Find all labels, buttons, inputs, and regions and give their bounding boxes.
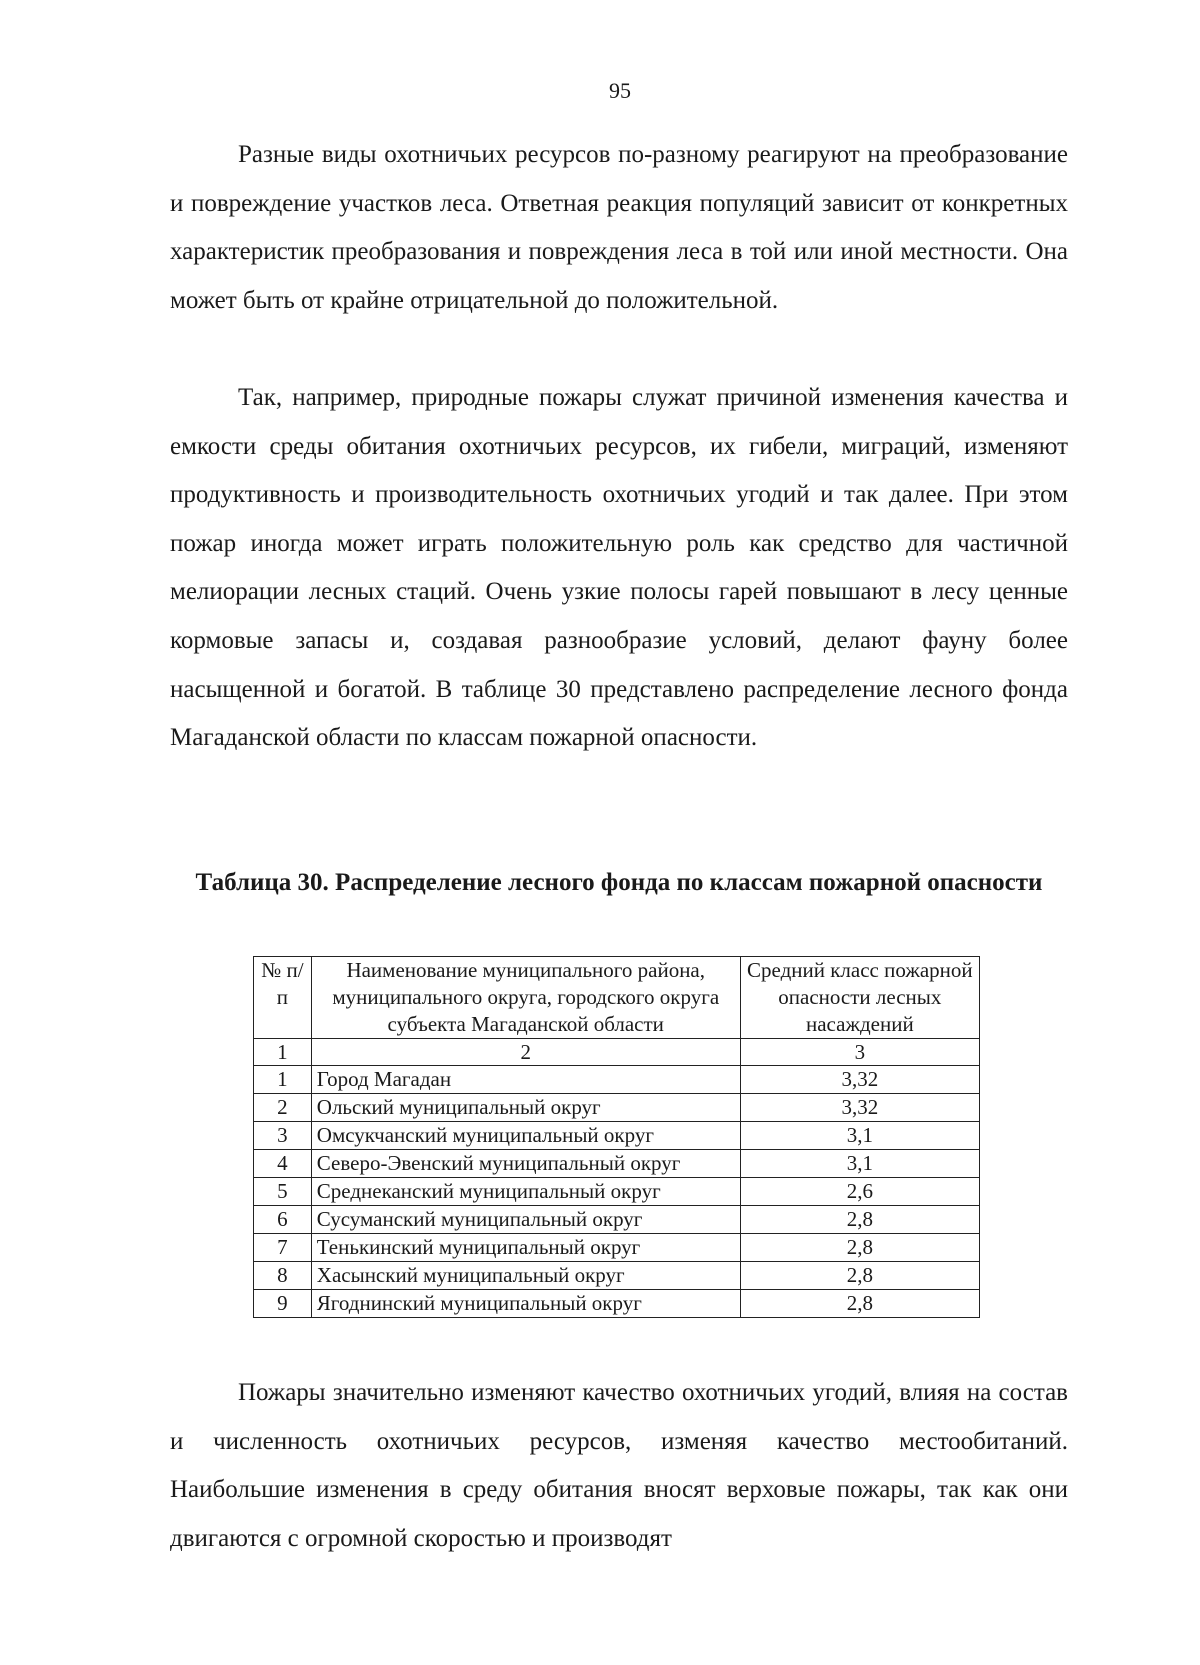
district-name: Ольский муниципальный округ <box>311 1094 740 1122</box>
table-row <box>254 1262 980 1290</box>
paragraph-1 <box>170 131 1068 325</box>
fire-class-value: 2,6 <box>740 1178 979 1206</box>
table-row <box>254 1206 980 1234</box>
row-number: 8 <box>254 1262 312 1290</box>
table-row <box>254 1094 980 1122</box>
fire-class-value: 2,8 <box>740 1262 979 1290</box>
fire-danger-table <box>253 956 980 1318</box>
fire-class-value: 2,8 <box>740 1234 979 1262</box>
row-number: 2 <box>254 1094 312 1122</box>
fire-class-value: 3,32 <box>740 1066 979 1094</box>
table-caption: Таблица 30. Распределение лесного фонда по классам пожарной опасности <box>195 869 1043 896</box>
fire-class-value: 3,1 <box>740 1122 979 1150</box>
district-name: Хасынский муниципальный округ <box>311 1262 740 1290</box>
fire-class-value: 2,8 <box>740 1206 979 1234</box>
table-row <box>254 1290 980 1318</box>
fire-class-value: 3,1 <box>740 1150 979 1178</box>
row-number: 5 <box>254 1178 312 1206</box>
table-row <box>254 1066 980 1094</box>
column-number: 2 <box>311 1039 740 1066</box>
district-name: Город Магадан <box>311 1066 740 1094</box>
table-row <box>254 1178 980 1206</box>
row-number: 4 <box>254 1150 312 1178</box>
paragraph-3 <box>170 1369 1068 1563</box>
fire-class-value: 3,32 <box>740 1094 979 1122</box>
district-name: Сусуманский муниципальный округ <box>311 1206 740 1234</box>
header-number: № п/п <box>254 957 312 1039</box>
header-fire-class: Средний класс пожарной опасности лесных насаждений <box>740 957 979 1039</box>
row-number: 3 <box>254 1122 312 1150</box>
paragraph-2 <box>170 374 1068 763</box>
paragraph-3-text: Пожары значительно изменяют качество охотничьих угодий, влияя на состав и численность охотничьих ресурсов, изменяя качество местообитаний. Наибольшие изменения в среду обитания вносят верховые пожары, так как они двигаются с огромной скоростью и производят <box>170 1379 1068 1552</box>
district-name: Ягоднинский муниципальный округ <box>311 1290 740 1318</box>
paragraph-2-text: Так, например, природные пожары служат причиной изменения качества и емкости среды обитания охотничьих ресурсов, их гибели, миграций, изменяют продуктивность и производительность охотничьих угодий и так далее. При этом пожар иногда может играть положительную роль как средство для частичной мелиорации лесных стаций. Очень узкие полосы гарей повышают в лесу ценные кормовые запасы и, создавая разнообразие условий, делают фауну более насыщенной и богатой. В таблице 30 представлено распределение лесного фонда Магаданской области по классам пожарной опасности. <box>170 384 1068 752</box>
header-district-name: Наименование муниципального района, муниципального округа, городского округа субъекта Магаданской области <box>311 957 740 1039</box>
table-row <box>254 1234 980 1262</box>
table-row <box>254 1150 980 1178</box>
row-number: 7 <box>254 1234 312 1262</box>
district-name: Омсукчанский муниципальный округ <box>311 1122 740 1150</box>
table-header-row <box>254 957 980 1039</box>
column-number: 1 <box>254 1039 312 1066</box>
table-row <box>254 1122 980 1150</box>
fire-class-value: 2,8 <box>740 1290 979 1318</box>
paragraph-1-text: Разные виды охотничьих ресурсов по-разному реагируют на преобразование и повреждение участков леса. Ответная реакция популяций зависит от конкретных характеристик преобразования и повреждения леса в той или иной местности. Она может быть от крайне отрицательной до положительной. <box>170 141 1068 314</box>
column-number: 3 <box>740 1039 979 1066</box>
row-number: 6 <box>254 1206 312 1234</box>
row-number: 1 <box>254 1066 312 1094</box>
district-name: Среднеканский муниципальный округ <box>311 1178 740 1206</box>
page-number: 95 <box>609 78 631 103</box>
district-name: Северо-Эвенский муниципальный округ <box>311 1150 740 1178</box>
district-name: Тенькинский муниципальный округ <box>311 1234 740 1262</box>
column-numbers-row <box>254 1039 980 1066</box>
row-number: 9 <box>254 1290 312 1318</box>
